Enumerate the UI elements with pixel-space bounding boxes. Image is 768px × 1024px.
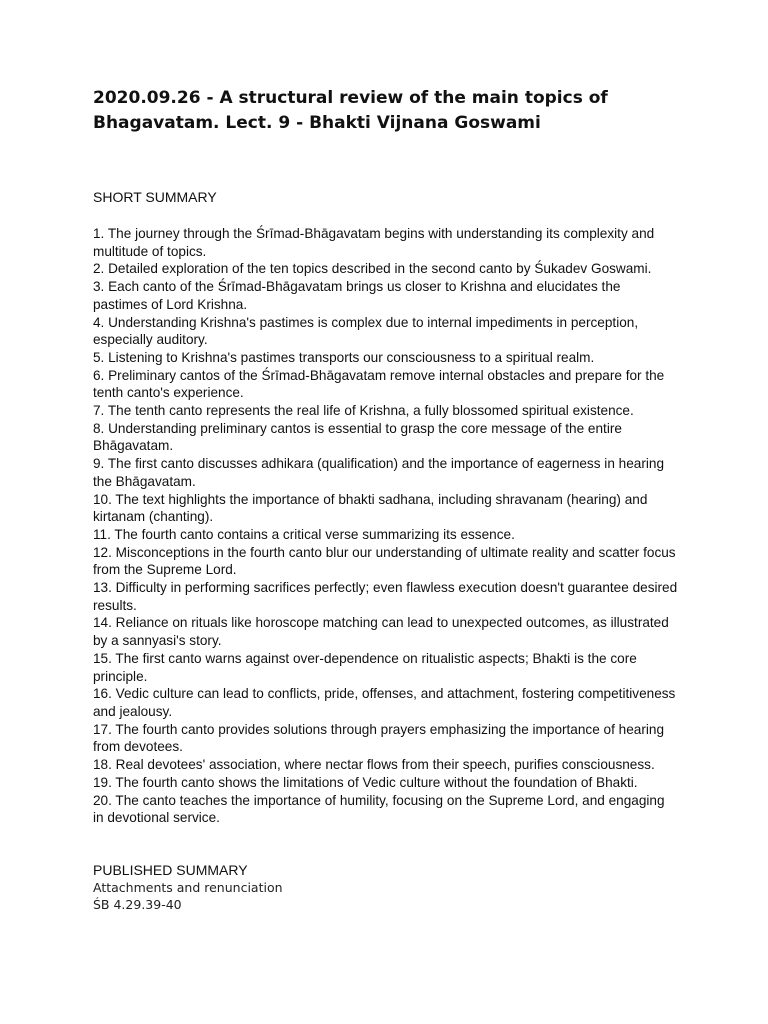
summary-item: 13. Difficulty in performing sacrifices perfectly; even flawless execution doesn't guarantee desired results. <box>93 580 678 613</box>
summary-item: 3. Each canto of the Śrīmad-Bhāgavatam brings us closer to Krishna and elucidates the pastimes of Lord Krishna. <box>93 279 621 312</box>
summary-item: 15. The first canto warns against over-dependence on ritualistic aspects; Bhakti is the core principle. <box>93 650 637 684</box>
published-summary-heading: PUBLISHED SUMMARY <box>93 862 248 878</box>
summary-item: 8. Understanding preliminary cantos is essential to grasp the core message of the entire Bhāgavatam. <box>93 420 622 454</box>
summary-item: 10. The text highlights the importance of bhakti sadhana, including shravanam (hearing) and kirtanam (chanting). <box>93 491 648 525</box>
summary-item: 1. The journey through the Śrīmad-Bhāgavatam begins with understanding its complexity and multitude of topics. <box>93 226 655 259</box>
short-summary-list <box>93 225 678 827</box>
summary-item: 16. Vedic culture can lead to conflicts, pride, offenses, and attachment, fostering competitiveness and jealousy. <box>93 686 676 719</box>
summary-item: 18. Real devotees' association, where nectar flows from their speech, purifies consciousness. <box>93 757 655 773</box>
summary-item: 17. The fourth canto provides solutions through prayers emphasizing the importance of hearing from devotees. <box>93 721 665 755</box>
document-title: 2020.09.26 - A structural review of the main topics of Bhagavatam. Lect. 9 - Bhakti Vijnana Goswami <box>93 88 608 133</box>
summary-item: 4. Understanding Krishna's pastimes is complex due to internal impediments in perception, especially auditory. <box>93 314 639 348</box>
published-summary-topic: Attachments and renunciation <box>93 880 283 895</box>
short-summary-heading: SHORT SUMMARY <box>93 189 217 205</box>
summary-item: 19. The fourth canto shows the limitations of Vedic culture without the foundation of Bhakti. <box>93 774 638 790</box>
summary-item: 11. The fourth canto contains a critical verse summarizing its essence. <box>93 526 515 542</box>
summary-item: 5. Listening to Krishna's pastimes transports our consciousness to a spiritual realm. <box>93 349 595 365</box>
summary-item: 9. The first canto discusses adhikara (qualification) and the importance of eagerness in hearing the Bhāgavatam. <box>93 456 665 489</box>
summary-item: 7. The tenth canto represents the real life of Krishna, a fully blossomed spiritual existence. <box>93 403 634 419</box>
summary-item: 20. The canto teaches the importance of humility, focusing on the Supreme Lord, and engaging in devotional service. <box>93 792 665 826</box>
summary-item: 2. Detailed exploration of the ten topics described in the second canto by Śukadev Goswami. <box>93 261 652 277</box>
summary-item: 14. Reliance on rituals like horoscope matching can lead to unexpected outcomes, as illustrated by a sannyasi's story. <box>93 615 669 649</box>
summary-item: 6. Preliminary cantos of the Śrīmad-Bhāgavatam remove internal obstacles and prepare for the tenth canto's experience. <box>93 367 665 401</box>
summary-item: 12. Misconceptions in the fourth canto blur our understanding of ultimate reality and scatter focus from the Supreme Lord. <box>93 544 676 578</box>
published-summary-reference: ŚB 4.29.39-40 <box>93 897 182 912</box>
